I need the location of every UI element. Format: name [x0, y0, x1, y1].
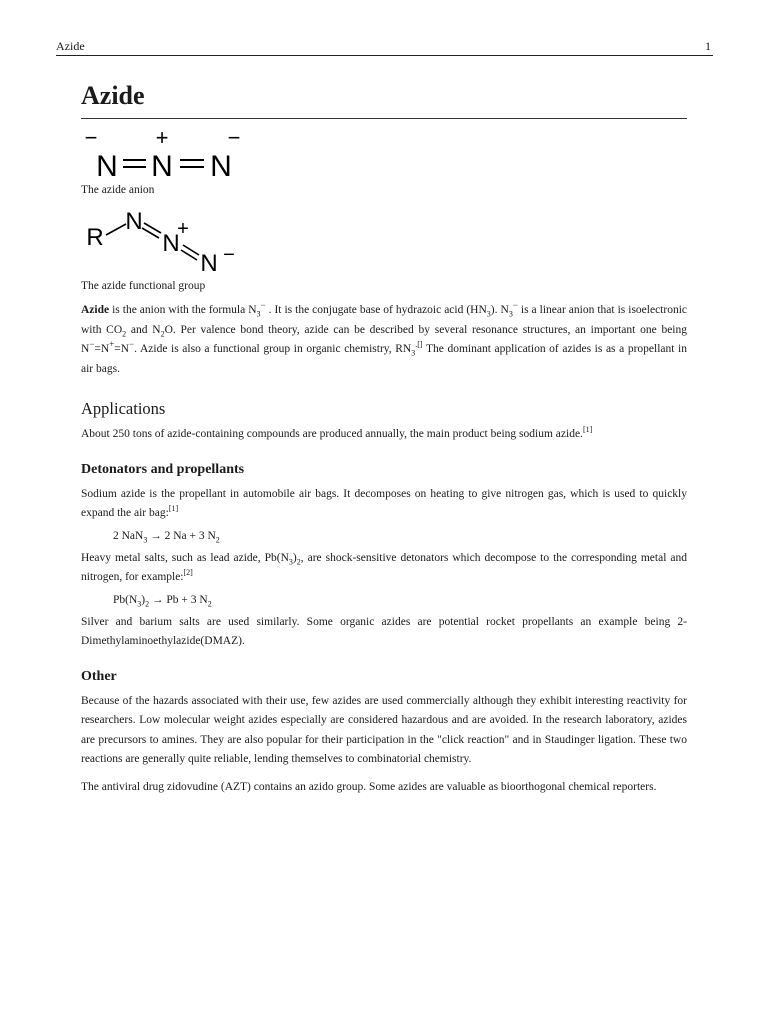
equation-sodium-azide: 2 NaN$_3$ → 2 Na + 3 $N_2$ [113, 529, 220, 544]
detonators-paragraph-1: Sodium azide is the propellant in automobile air bags. It decomposes on heating to give nitrogen gas, which is used to quickly expand the air bag:[1] [81, 487, 687, 519]
azide-anion-figure [81, 129, 687, 189]
header-title: Azide [56, 39, 85, 53]
other-paragraph-1: Because of the hazards associated with their use, few azides are used commercially although they exhibit interesting reactivity for researchers. Low molecular weight azides especially are considered hazardous and are avoided. In the research laboratory, azides are precursors to amines. They are also popular for their participation in the "click reaction" and in Staudinger ligation. These two reactions are generally quite reliable, lending themselves to combinatorial chemistry. [81, 694, 687, 765]
applications-paragraph: About 250 tons of azide-containing compounds are produced annually, the main product being sodium azide.[1] [81, 425, 593, 440]
running-header [56, 38, 713, 56]
section-heading-applications: Applications [81, 399, 166, 418]
charge-center: + [155, 129, 169, 150]
article [81, 80, 687, 797]
atom-n2-label: N [162, 230, 180, 257]
charge-minus: − [223, 244, 235, 266]
section-heading-other: Other [81, 668, 117, 684]
n-n-double-bond-2 [181, 245, 199, 260]
r-group-label: R [86, 224, 104, 251]
atom-n2-label: N [151, 150, 173, 183]
n-n-double-bond-1 [142, 223, 161, 238]
intro-paragraph: Azide is the anion with the formula $N_3^-$ . It is the conjugate base of hydrazoic acid $(HN_3)$. $N_3^-$ is a linear anion that is isoelectronic with $CO_2$ and $N_2O$. Per valence bond theory, azide can be described by several resonance structures, an important one being N−=N+=N−. Azide is also a functional group in organic chemistry, $RN_3^{.[]}$ The dominant application of azides is as a propellant in air bags. [81, 300, 687, 375]
detonators-paragraph-2: Heavy metal salts, such as lead azide, $Pb(N_3)_2$, are shock-sensitive detonators which decompose to the corresponding metal and nitrogen, for example:[2] [81, 551, 687, 583]
section-heading-detonators: Detonators and propellants [81, 461, 245, 477]
page-number: 1 [705, 39, 711, 53]
detonators-paragraph-3: Silver and barium salts are used similarly. Some organic azides are potential rocket propellants an example being 2-Dimethylaminoethylazide(DMAZ). [81, 615, 687, 647]
atom-n1-label: N [125, 208, 143, 235]
citation-link[interactable]: [1] [168, 504, 179, 514]
citation-link[interactable]: [2] [183, 568, 193, 578]
atom-n3-label: N [200, 250, 218, 273]
atom-n3-label: N [210, 150, 232, 183]
functional-group-caption: The azide functional group [81, 280, 206, 292]
other-paragraph-2: The antiviral drug zidovudine (AZT) contains an azido group. Some azides are valuable as bioorthogonal chemical reporters. [81, 780, 657, 793]
azide-functional-group-figure [81, 205, 687, 273]
azide-functional-group-structure [81, 205, 251, 273]
equation-lead-azide: $Pb(N_3)_2 \to Pb + 3$ $N_2$ [113, 593, 212, 608]
r-n-single-bond [106, 224, 126, 235]
charge-right: − [227, 129, 241, 150]
charge-plus: + [177, 218, 189, 240]
article-title: Azide [81, 80, 687, 119]
atom-n1-label: N [96, 150, 118, 183]
intro-term: Azide [81, 304, 110, 316]
citation-link[interactable]: .[] [415, 340, 423, 350]
anion-caption: The azide anion [81, 184, 155, 196]
citation-link[interactable]: [1] [582, 425, 593, 435]
azide-anion-structure [81, 129, 251, 189]
charge-left: − [84, 129, 98, 150]
